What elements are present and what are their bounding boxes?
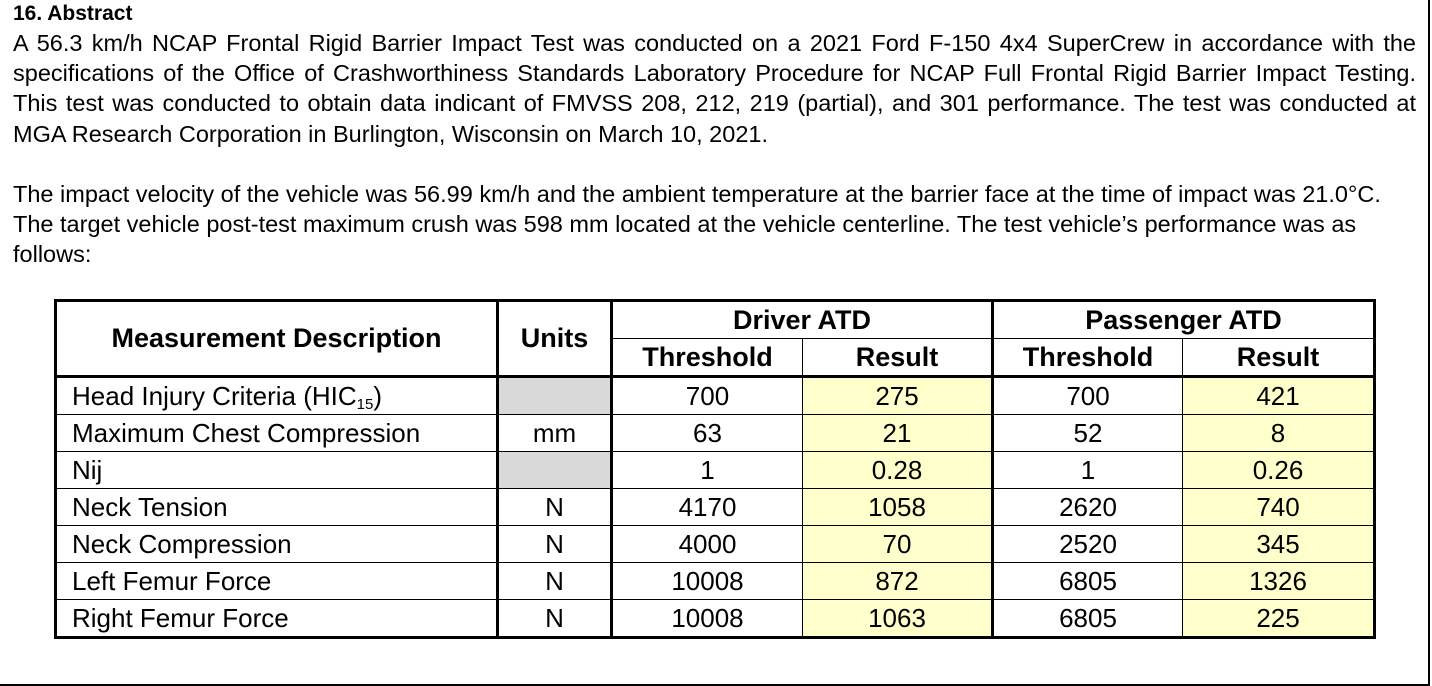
- row-driver-result: 21: [803, 415, 993, 452]
- table-row: [56, 489, 1375, 526]
- row-units: N: [498, 563, 612, 600]
- row-description-suffix: ): [373, 380, 382, 411]
- row-description-subscript: 15: [356, 395, 374, 413]
- results-table: [54, 299, 1376, 639]
- row-driver-threshold: 63: [612, 415, 803, 452]
- row-units: mm: [498, 415, 612, 452]
- row-driver-result: 872: [803, 563, 993, 600]
- row-driver-result: 0.28: [803, 452, 993, 489]
- row-description: Neck Compression: [56, 526, 498, 563]
- row-passenger-result: 225: [1183, 600, 1375, 638]
- header-driver-result: Result: [803, 339, 993, 377]
- row-description: Right Femur Force: [56, 600, 498, 638]
- row-passenger-result: 1326: [1183, 563, 1375, 600]
- table-row: [56, 563, 1375, 600]
- row-passenger-threshold: 6805: [993, 563, 1183, 600]
- row-passenger-threshold: 1: [993, 452, 1183, 489]
- table-row: [56, 600, 1375, 638]
- header-driver-threshold: Threshold: [612, 339, 803, 377]
- row-description: Maximum Chest Compression: [56, 415, 498, 452]
- header-units: Units: [498, 301, 612, 377]
- row-driver-result: 1063: [803, 600, 993, 638]
- row-units: N: [498, 489, 612, 526]
- abstract-paragraph-1: A 56.3 km/h NCAP Frontal Rigid Barrier Impact Test was conducted on a 2021 Ford F-150 4x4 SuperCrew in accordance with the specifications of the Office of Crashworthiness Standards Laboratory Procedure for NCAP Full Frontal Rigid Barrier Impact Testing. This test was conducted to obtain data indicant of FMVSS 208, 212, 219 (partial), and 301 performance. The test was conducted at MGA Research Corporation in Burlington, Wisconsin on March 10, 2021.: [13, 30, 1416, 147]
- row-description: Left Femur Force: [56, 563, 498, 600]
- row-passenger-result: 0.26: [1183, 452, 1375, 489]
- header-passenger-result: Result: [1183, 339, 1375, 377]
- row-driver-result: 70: [803, 526, 993, 563]
- row-driver-result: 275: [803, 377, 993, 415]
- row-passenger-result: 740: [1183, 489, 1375, 526]
- row-passenger-result: 421: [1183, 377, 1375, 415]
- row-description: Neck Tension: [56, 489, 498, 526]
- row-passenger-threshold: 2520: [993, 526, 1183, 563]
- row-passenger-threshold: 52: [993, 415, 1183, 452]
- row-passenger-threshold: 700: [993, 377, 1183, 415]
- table-row: [56, 526, 1375, 563]
- table-row: [56, 377, 1375, 415]
- row-driver-threshold: 4170: [612, 489, 803, 526]
- row-driver-threshold: 700: [612, 377, 803, 415]
- row-passenger-result: 8: [1183, 415, 1375, 452]
- row-driver-threshold: 10008: [612, 563, 803, 600]
- row-description: Nij: [56, 452, 498, 489]
- row-driver-threshold: 10008: [612, 600, 803, 638]
- header-measurement-description: Measurement Description: [56, 301, 498, 377]
- row-units: N: [498, 600, 612, 638]
- section-title: 16. Abstract: [13, 2, 133, 25]
- row-description-text: Head Injury Criteria (HIC: [72, 380, 357, 411]
- row-description: [56, 377, 498, 415]
- row-units: [498, 452, 612, 489]
- row-driver-threshold: 4000: [612, 526, 803, 563]
- header-passenger-threshold: Threshold: [993, 339, 1183, 377]
- row-units: N: [498, 526, 612, 563]
- row-passenger-threshold: 6805: [993, 600, 1183, 638]
- row-passenger-threshold: 2620: [993, 489, 1183, 526]
- table-header-row: [56, 301, 1375, 339]
- row-driver-threshold: 1: [612, 452, 803, 489]
- row-driver-result: 1058: [803, 489, 993, 526]
- abstract-paragraph-2: The impact velocity of the vehicle was 56.99 km/h and the ambient temperature at the barrier face at the time of impact was 21.0°C. The target vehicle post-test maximum crush was 598 mm located at the vehicle centerline. The test vehicle’s performance was as follows:: [13, 181, 1381, 268]
- row-passenger-result: 345: [1183, 526, 1375, 563]
- header-driver-atd: Driver ATD: [612, 301, 993, 339]
- row-units: [498, 377, 612, 415]
- header-passenger-atd: Passenger ATD: [993, 301, 1375, 339]
- table-row: [56, 415, 1375, 452]
- table-row: [56, 452, 1375, 489]
